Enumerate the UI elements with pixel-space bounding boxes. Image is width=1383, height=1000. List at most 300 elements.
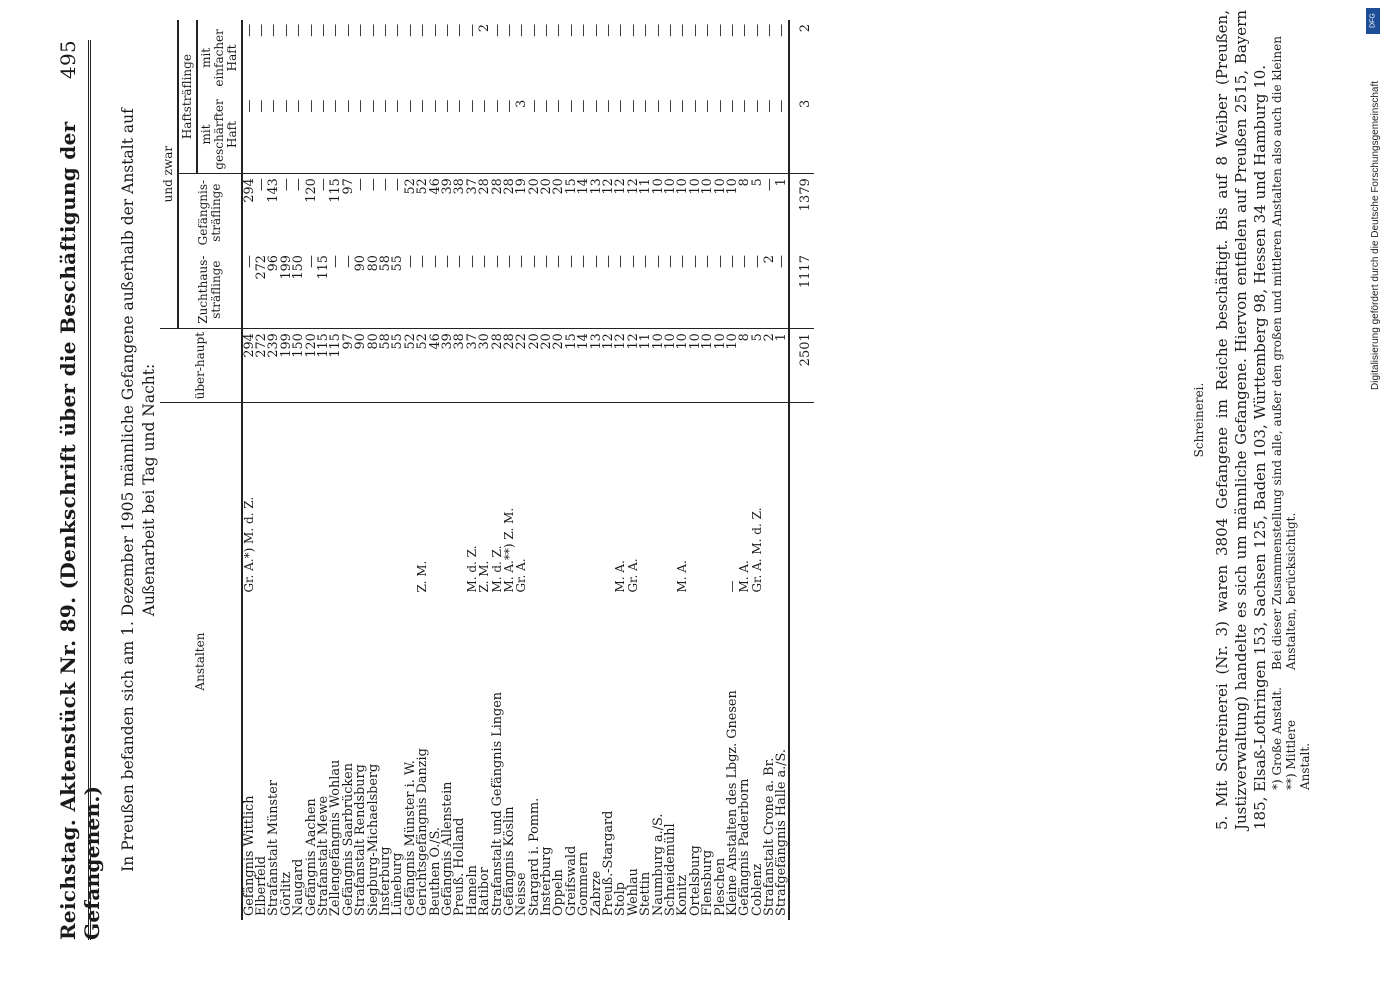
- row-type: M. A.**) Z. M.: [503, 403, 515, 597]
- row-zuchthaus: —: [477, 255, 493, 268]
- row-zuchthaus: 58: [377, 255, 393, 272]
- row-total: 294: [242, 329, 255, 403]
- row-zuchthaus: 2: [762, 255, 778, 264]
- row-total: 1: [776, 329, 789, 403]
- row-total: 97: [342, 329, 354, 403]
- row-geschaerft: —: [638, 99, 654, 113]
- row-name: Insterburg: [539, 846, 555, 916]
- row-name: Ortelsburg: [687, 845, 703, 916]
- row-total: 12: [627, 329, 639, 403]
- row-type: M. d. Z.: [466, 403, 478, 597]
- row-gefaengnis: —: [317, 174, 329, 251]
- credit-text: Digitalisierung gefördert durch die Deutsche Forschungsgemeinschaft: [1370, 80, 1381, 390]
- row-total: 10: [652, 329, 664, 403]
- row-type: [441, 403, 453, 597]
- row-einfach: —: [662, 24, 678, 37]
- row-einfach: —: [489, 24, 505, 37]
- row-geschaerft: —: [241, 99, 257, 113]
- row-zuchthaus: 272: [254, 255, 270, 280]
- page-number: 495: [56, 40, 80, 80]
- row-einfach: —: [514, 24, 530, 37]
- row-geschaerft: —: [625, 99, 641, 113]
- row-total: 10: [714, 329, 726, 403]
- row-total: 28: [491, 329, 503, 403]
- row-gefaengnis: 10: [652, 174, 664, 251]
- row-gefaengnis: 1: [776, 174, 789, 251]
- table-row: [540, 20, 552, 920]
- row-gefaengnis: 39: [441, 174, 453, 251]
- row-einfach: —: [501, 24, 517, 37]
- row-type: Gr. A.: [516, 403, 528, 597]
- row-geschaerft: —: [687, 99, 703, 113]
- row-name: Preuß. Holland: [452, 817, 468, 916]
- row-name: Flensburg: [700, 849, 716, 916]
- row-gefaengnis: 10: [677, 174, 689, 251]
- table-total-row: [789, 20, 814, 920]
- row-total: 10: [677, 329, 689, 403]
- row-gefaengnis: —: [392, 174, 404, 251]
- row-zuchthaus: —: [724, 255, 740, 268]
- row-einfach: —: [340, 24, 356, 37]
- table-row: [478, 20, 490, 920]
- row-einfach: —: [551, 24, 567, 37]
- row-einfach: —: [774, 24, 790, 37]
- row-gefaengnis: 11: [640, 174, 652, 251]
- row-total: 14: [578, 329, 590, 403]
- table-row: [367, 20, 379, 920]
- note-subtitle: Schreinerei.: [1192, 382, 1206, 458]
- row-gefaengnis: 120: [305, 174, 317, 251]
- row-gefaengnis: 28: [503, 174, 515, 251]
- row-geschaerft: —: [427, 99, 443, 113]
- row-gefaengnis: 97: [342, 174, 354, 251]
- row-name: Strafanstalt Münster: [266, 780, 282, 916]
- row-total: 8: [739, 329, 751, 403]
- row-geschaerft: —: [303, 99, 319, 113]
- row-total: 239: [268, 329, 280, 403]
- row-type: [565, 403, 577, 597]
- row-zuchthaus: —: [501, 255, 517, 268]
- row-total: 58: [379, 329, 391, 403]
- row-type: M. d. Z.: [491, 403, 503, 597]
- row-name: Insterburg: [377, 846, 393, 916]
- row-type: [342, 403, 354, 597]
- row-geschaerft: —: [291, 99, 307, 113]
- row-name: Stettin: [638, 871, 654, 916]
- row-total: 37: [466, 329, 478, 403]
- row-type: [528, 403, 540, 597]
- row-gefaengnis: —: [355, 174, 367, 251]
- row-name: Strafanstalt Crone a. Br.: [762, 757, 778, 916]
- row-type: M. A.: [615, 403, 627, 597]
- row-geschaerft: —: [340, 99, 356, 113]
- row-gefaengnis: 28: [491, 174, 503, 251]
- row-name: Siegburg-Michaelsberg: [365, 763, 381, 916]
- row-geschaerft: —: [724, 99, 740, 113]
- row-type: M. A.: [677, 403, 689, 597]
- row-name: Oppeln: [551, 869, 567, 916]
- row-total: 28: [503, 329, 515, 403]
- row-geschaerft: —: [576, 99, 592, 113]
- row-name: Stolp: [613, 882, 629, 916]
- row-name: Gefängnis Köslin: [501, 806, 517, 916]
- row-name: Beuthen O./S.: [427, 827, 443, 916]
- row-zuchthaus: —: [576, 255, 592, 268]
- row-name: Konitz: [675, 874, 691, 916]
- row-total: 272: [255, 329, 267, 403]
- row-geschaerft: 3: [514, 99, 530, 108]
- row-type: M. A.: [739, 403, 751, 597]
- row-geschaerft: —: [452, 99, 468, 113]
- footnotes: [1270, 0, 1312, 790]
- row-total: 199: [280, 329, 292, 403]
- row-total: 12: [602, 329, 614, 403]
- row-zuchthaus: 199: [278, 255, 294, 280]
- row-zuchthaus: 90: [353, 255, 369, 272]
- row-name: Görlitz: [278, 871, 294, 916]
- col-haft: Haftsträflinge: [178, 20, 197, 174]
- row-name: Greifswald: [563, 845, 579, 916]
- row-name: Gefängnis Münster i. W.: [402, 760, 418, 916]
- row-geschaerft: —: [700, 99, 716, 113]
- row-type: [255, 403, 267, 597]
- table-row: [739, 20, 751, 920]
- row-zuchthaus: —: [774, 255, 790, 268]
- row-total: 115: [317, 329, 329, 403]
- row-zuchthaus: —: [514, 255, 530, 268]
- row-gefaengnis: 20: [553, 174, 565, 251]
- row-type: Gr. A.: [627, 403, 639, 597]
- row-total: 11: [640, 329, 652, 403]
- row-gefaengnis: 12: [627, 174, 639, 251]
- row-type: [379, 403, 391, 597]
- total-overall: 2501: [789, 329, 814, 403]
- row-geschaerft: —: [737, 99, 753, 113]
- row-total: 20: [540, 329, 552, 403]
- row-type: Gr. A.*) M. d. Z.: [242, 403, 255, 597]
- row-gefaengnis: 14: [578, 174, 590, 251]
- row-total: 20: [553, 329, 565, 403]
- row-einfach: —: [762, 24, 778, 37]
- table-row: [689, 20, 701, 920]
- row-gefaengnis: 5: [751, 174, 763, 251]
- row-type: [305, 403, 317, 597]
- row-name: Elberfeld: [254, 856, 270, 916]
- row-geschaerft: —: [712, 99, 728, 113]
- row-einfach: —: [749, 24, 765, 37]
- row-total: 10: [701, 329, 713, 403]
- row-type: [590, 403, 602, 597]
- row-type: [689, 403, 701, 597]
- row-type: Z. M.: [478, 403, 490, 597]
- page-header: [56, 40, 104, 940]
- row-einfach: —: [576, 24, 592, 37]
- row-einfach: —: [588, 24, 604, 37]
- row-name: Gefängnis Allenstein: [439, 781, 455, 916]
- row-gefaengnis: 10: [689, 174, 701, 251]
- table-row: [590, 20, 602, 920]
- row-name: Gefängnis Saarbrücken: [340, 763, 356, 916]
- table-row: [627, 20, 639, 920]
- intro-text: In Preußen befanden sich am 1. Dezember 1905 männliche Gefangene außerhalb der Anstalt auf Außenarbeit bei Tag und Nacht:: [119, 108, 158, 872]
- row-name: Gefängnis Wittlich: [241, 795, 257, 916]
- row-geschaerft: —: [316, 99, 332, 113]
- row-geschaerft: —: [539, 99, 555, 113]
- table-row: [516, 20, 528, 920]
- table-row: [293, 20, 305, 920]
- row-geschaerft: —: [601, 99, 617, 113]
- row-geschaerft: —: [390, 99, 406, 113]
- row-type: [280, 403, 292, 597]
- header-title: Reichstag. Aktenstück Nr. 89. (Denkschrift über die Beschäftigung der Gefangenen.): [56, 121, 104, 940]
- row-total: 38: [454, 329, 466, 403]
- row-gefaengnis: 46: [429, 174, 441, 251]
- row-total: 10: [726, 329, 738, 403]
- row-name: Pleschen: [712, 857, 728, 916]
- row-zuchthaus: —: [588, 255, 604, 268]
- row-total: 39: [441, 329, 453, 403]
- row-type: [776, 403, 789, 597]
- row-type: Z. M.: [416, 403, 428, 597]
- row-type: [553, 403, 565, 597]
- row-einfach: —: [737, 24, 753, 37]
- row-gefaengnis: 15: [565, 174, 577, 251]
- row-einfach: —: [278, 24, 294, 37]
- row-geschaerft: —: [563, 99, 579, 113]
- table-row: [701, 20, 713, 920]
- row-geschaerft: —: [650, 99, 666, 113]
- col-gefaengnis: Gefängnis-sträflinge: [178, 174, 242, 251]
- table-row: [664, 20, 676, 920]
- row-total: 90: [355, 329, 367, 403]
- row-name: Wehlau: [625, 868, 641, 916]
- row-einfach: —: [316, 24, 332, 37]
- row-zuchthaus: —: [749, 255, 765, 268]
- row-name: Gerichtsgefängnis Danzig: [415, 748, 431, 916]
- row-einfach: —: [415, 24, 431, 37]
- row-zuchthaus: —: [241, 255, 257, 268]
- row-gefaengnis: 10: [714, 174, 726, 251]
- row-einfach: —: [650, 24, 666, 37]
- table-row: [242, 20, 255, 920]
- row-name: Gommern: [576, 851, 592, 916]
- col-ueberhaupt: über-haupt: [160, 329, 242, 403]
- row-zuchthaus: —: [712, 255, 728, 268]
- row-type: [578, 403, 590, 597]
- row-geschaerft: —: [377, 99, 393, 113]
- footnote-marks: *) Große Anstalt. **) Mittlere Anstalt.: [1270, 687, 1312, 790]
- table-row: [615, 20, 627, 920]
- col-einfach: mit einfacher Haft: [197, 20, 242, 96]
- row-type: [714, 403, 726, 597]
- total-zuchthaus: 1117: [789, 251, 814, 329]
- row-geschaerft: —: [588, 99, 604, 113]
- row-einfach: —: [439, 24, 455, 37]
- row-zuchthaus: —: [638, 255, 654, 268]
- row-einfach: —: [638, 24, 654, 37]
- row-name: Strafgefängnis Halle a./S.: [774, 749, 790, 916]
- row-gefaengnis: 12: [602, 174, 614, 251]
- row-name: Schneidemühl: [662, 823, 678, 916]
- row-total: 46: [429, 329, 441, 403]
- total-geschaerft: 3: [789, 96, 814, 174]
- row-zuchthaus: 115: [316, 255, 332, 280]
- row-total: 80: [367, 329, 379, 403]
- schreinerei-note: [1190, 10, 1270, 830]
- row-einfach: —: [353, 24, 369, 37]
- total-einfach: 2: [789, 20, 814, 96]
- row-zuchthaus: —: [700, 255, 716, 268]
- row-zuchthaus: 80: [365, 255, 381, 272]
- row-einfach: —: [266, 24, 282, 37]
- row-type: [355, 403, 367, 597]
- row-geschaerft: —: [266, 99, 282, 113]
- row-name: Neisse: [514, 872, 530, 916]
- row-type: [330, 403, 342, 597]
- table-row: [305, 20, 317, 920]
- row-zuchthaus: —: [650, 255, 666, 268]
- row-einfach: —: [254, 24, 270, 37]
- table-row: [454, 20, 466, 920]
- row-total: 12: [615, 329, 627, 403]
- row-gefaengnis: 28: [478, 174, 490, 251]
- row-total: 52: [416, 329, 428, 403]
- row-gefaengnis: 143: [268, 174, 280, 251]
- row-einfach: 2: [477, 24, 493, 33]
- row-type: [640, 403, 652, 597]
- row-einfach: —: [452, 24, 468, 37]
- row-total: 20: [528, 329, 540, 403]
- row-gefaengnis: 52: [416, 174, 428, 251]
- row-geschaerft: —: [415, 99, 431, 113]
- row-geschaerft: —: [489, 99, 505, 113]
- row-gefaengnis: 52: [404, 174, 416, 251]
- row-name: Naumburg a./S.: [650, 813, 666, 916]
- row-zuchthaus: —: [415, 255, 431, 268]
- row-zuchthaus: —: [687, 255, 703, 268]
- row-einfach: —: [539, 24, 555, 37]
- row-zuchthaus: —: [328, 255, 344, 268]
- row-type: [701, 403, 713, 597]
- row-zuchthaus: —: [402, 255, 418, 268]
- row-gefaengnis: 115: [330, 174, 342, 251]
- row-geschaerft: —: [353, 99, 369, 113]
- table-row: [652, 20, 664, 920]
- row-type: [293, 403, 305, 597]
- table-row: [280, 20, 292, 920]
- row-name: Strafanstalt Mewe: [316, 795, 332, 916]
- row-zuchthaus: —: [439, 255, 455, 268]
- table-row: [602, 20, 614, 920]
- row-total: 115: [330, 329, 342, 403]
- prisoner-table: [160, 20, 814, 920]
- table-row: [528, 20, 540, 920]
- row-einfach: —: [390, 24, 406, 37]
- row-name: Ratibor: [477, 867, 493, 916]
- row-name: Strafanstalt und Gefängnis Lingen: [489, 691, 505, 916]
- row-name: Gefängnis Paderborn: [737, 778, 753, 916]
- row-einfach: —: [601, 24, 617, 37]
- col-und-zwar: und zwar: [160, 20, 178, 329]
- row-name: Strafanstalt Rendsburg: [353, 764, 369, 916]
- row-geschaerft: —: [477, 99, 493, 113]
- row-einfach: —: [687, 24, 703, 37]
- row-type: Gr. A. M. d. Z.: [751, 403, 763, 597]
- table-row: [416, 20, 428, 920]
- row-einfach: —: [724, 24, 740, 37]
- row-total: 13: [590, 329, 602, 403]
- row-zuchthaus: —: [427, 255, 443, 268]
- row-total: 22: [516, 329, 528, 403]
- row-type: [268, 403, 280, 597]
- row-zuchthaus: —: [737, 255, 753, 268]
- row-zuchthaus: —: [452, 255, 468, 268]
- row-zuchthaus: 55: [390, 255, 406, 272]
- row-zuchthaus: —: [675, 255, 691, 268]
- row-zuchthaus: —: [551, 255, 567, 268]
- row-geschaerft: —: [464, 99, 480, 113]
- row-zuchthaus: —: [601, 255, 617, 268]
- row-einfach: —: [625, 24, 641, 37]
- row-zuchthaus: —: [539, 255, 555, 268]
- table-row: [640, 20, 652, 920]
- row-type: [429, 403, 441, 597]
- row-geschaerft: —: [762, 99, 778, 113]
- row-geschaerft: —: [551, 99, 567, 113]
- row-total: 10: [664, 329, 676, 403]
- table-row: [441, 20, 453, 920]
- row-zuchthaus: —: [625, 255, 641, 268]
- row-zuchthaus: —: [526, 255, 542, 268]
- row-einfach: —: [700, 24, 716, 37]
- col-anstalten: Anstalten: [160, 403, 242, 920]
- row-einfach: —: [377, 24, 393, 37]
- row-geschaerft: —: [526, 99, 542, 113]
- row-einfach: —: [303, 24, 319, 37]
- row-type: [763, 403, 775, 597]
- table-row: [677, 20, 689, 920]
- row-einfach: —: [712, 24, 728, 37]
- row-einfach: —: [613, 24, 629, 37]
- row-total: 10: [689, 329, 701, 403]
- row-type: —: [726, 403, 738, 597]
- row-einfach: —: [402, 24, 418, 37]
- row-einfach: —: [291, 24, 307, 37]
- row-einfach: —: [241, 24, 257, 37]
- row-einfach: —: [427, 24, 443, 37]
- row-einfach: —: [675, 24, 691, 37]
- row-geschaerft: —: [365, 99, 381, 113]
- col-geschaerft: mit geschärfter Haft: [197, 96, 242, 174]
- row-zuchthaus: 150: [291, 255, 307, 280]
- row-name: Gefängnis Aachen: [303, 798, 319, 916]
- row-type: [652, 403, 664, 597]
- row-type: [367, 403, 379, 597]
- row-einfach: —: [365, 24, 381, 37]
- row-total: 55: [392, 329, 404, 403]
- table-row: [553, 20, 565, 920]
- row-zuchthaus: —: [489, 255, 505, 268]
- row-geschaerft: —: [675, 99, 691, 113]
- row-total: 2: [763, 329, 775, 403]
- col-zuchthaus: Zuchthaus-sträflinge: [178, 251, 242, 329]
- row-name: Hameln: [464, 865, 480, 916]
- row-type: [317, 403, 329, 597]
- row-name: Coblenz: [749, 863, 765, 916]
- row-geschaerft: —: [402, 99, 418, 113]
- row-gefaengnis: 20: [540, 174, 552, 251]
- row-gefaengnis: —: [255, 174, 267, 251]
